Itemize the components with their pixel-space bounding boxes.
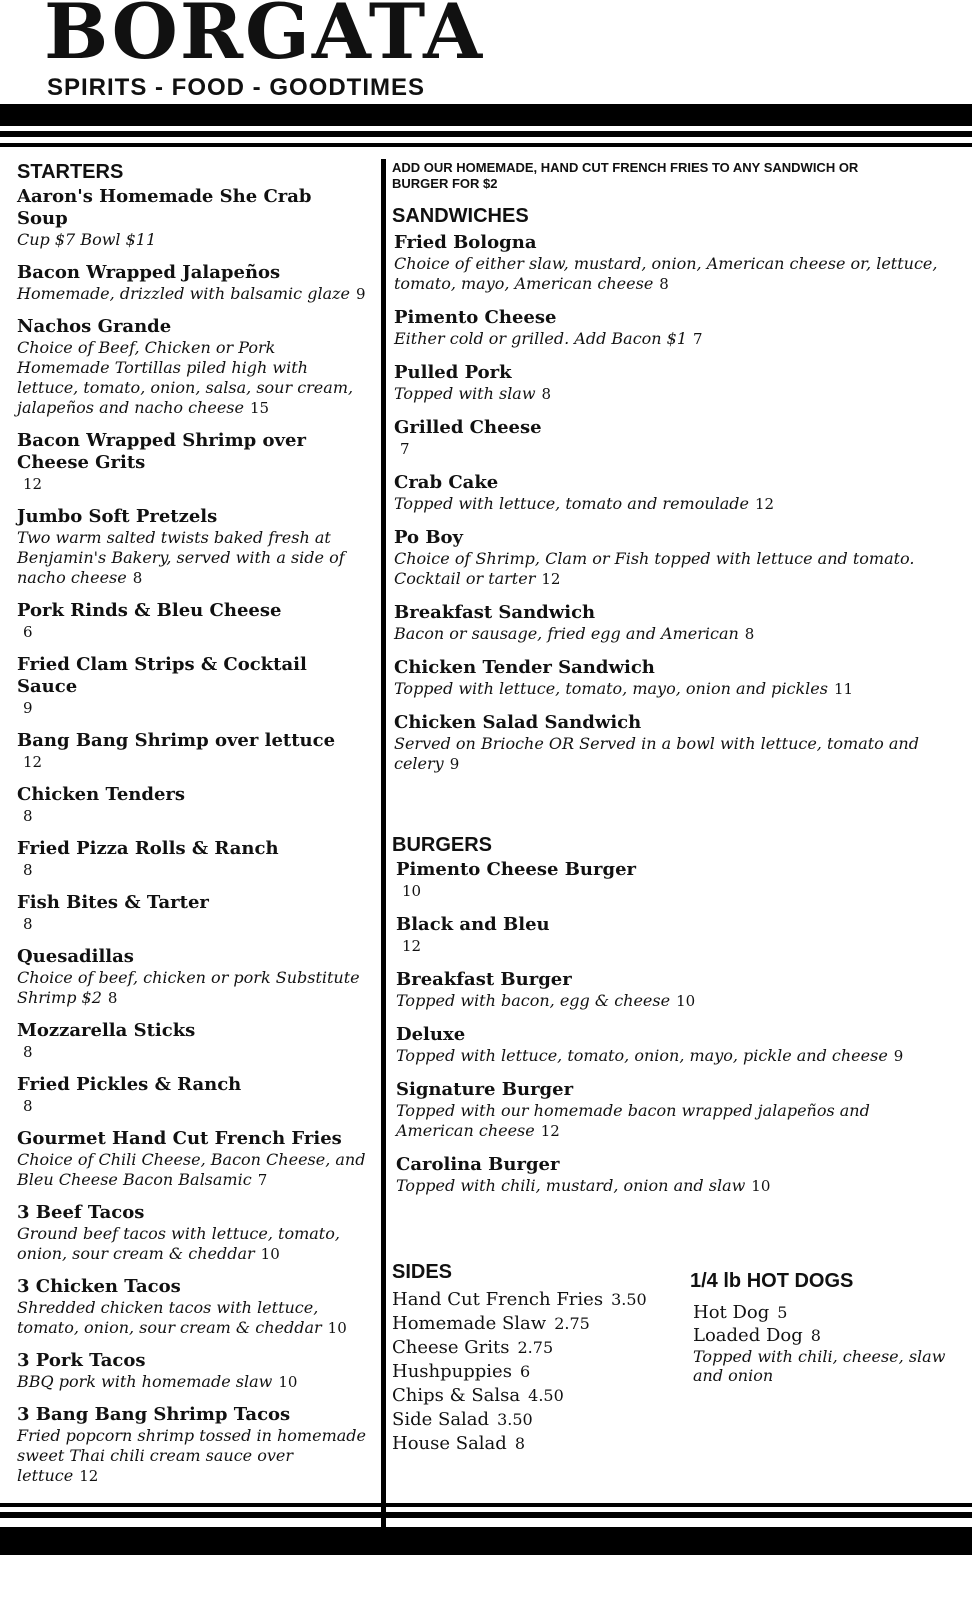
menu-item-price: 8	[659, 275, 669, 293]
menu-item	[17, 1202, 367, 1264]
menu-item-price: 8	[23, 915, 33, 933]
hotdogs-heading: 1/4 lb HOT DOGS	[690, 1270, 854, 1292]
side-item	[392, 1384, 672, 1408]
menu-item-price: 8	[541, 385, 552, 403]
menu-item-name: Chicken Tender Sandwich	[394, 657, 655, 678]
side-item-price: 8	[514, 1434, 525, 1453]
menu-item	[394, 417, 952, 459]
menu-item-desc	[17, 752, 367, 772]
menu-item-name: Mozzarella Sticks	[17, 1020, 196, 1041]
hotdog-item	[693, 1324, 950, 1347]
menu-item-desc	[394, 329, 952, 349]
menu-item-desc	[396, 881, 952, 901]
menu-item-price: 12	[23, 475, 43, 493]
sides-heading: SIDES	[392, 1261, 453, 1283]
menu-item-name: Signature Burger	[396, 1079, 574, 1100]
menu-item	[396, 914, 952, 956]
menu-item-desc-text: Topped with bacon, egg & cheese	[396, 991, 671, 1010]
menu-item-price: 12	[541, 570, 561, 588]
hotdogs-list	[690, 1301, 950, 1347]
menu-item	[17, 654, 367, 718]
menu-item-name: Chicken Tenders	[17, 784, 186, 805]
footer-rule-thick	[0, 1527, 972, 1555]
menu-item-desc	[17, 1150, 367, 1190]
menu-item-name: Breakfast Burger	[396, 969, 572, 990]
side-item-name: Cheese Grits	[392, 1337, 510, 1358]
menu-item-name: Grilled Cheese	[394, 417, 542, 438]
menu-item-name: Crab Cake	[394, 472, 499, 493]
side-item-name: House Salad	[392, 1433, 507, 1454]
menu-item	[394, 362, 952, 404]
menu-item	[396, 1079, 952, 1141]
menu-item-price: 9	[449, 755, 460, 773]
menu-item	[17, 316, 367, 418]
menu-item-price: 8	[23, 1097, 33, 1115]
menu-item-name: Bacon Wrapped Jalapeños	[17, 262, 281, 283]
hotdog-item	[693, 1301, 950, 1324]
menu-item-name: Quesadillas	[17, 946, 134, 967]
menu-item	[17, 838, 367, 880]
menu-item-name: Black and Bleu	[396, 914, 550, 935]
menu-item-price: 10	[278, 1373, 298, 1391]
menu-item-name: Gourmet Hand Cut French Fries	[17, 1128, 342, 1149]
starters-list	[17, 186, 367, 1486]
header-rule-mid	[0, 131, 972, 137]
menu-item-price: 8	[23, 1043, 33, 1061]
menu-item-desc	[394, 679, 952, 699]
burgers-list	[392, 859, 952, 1196]
menu-item-desc	[17, 1042, 367, 1062]
menu-item-name: Fried Pickles & Ranch	[17, 1074, 242, 1095]
menu-item-name: Chicken Salad Sandwich	[394, 712, 642, 733]
menu-item-price: 7	[400, 440, 410, 458]
hotdog-item-name: Hot Dog	[693, 1302, 770, 1323]
hotdog-item-price: 8	[810, 1326, 821, 1345]
menu-item-price: 8	[132, 569, 143, 587]
menu-item-desc-text: Choice of Chili Cheese, Bacon Cheese, and Bleu Cheese Bacon Balsamic	[17, 1150, 366, 1189]
menu-item-price: 8	[744, 625, 755, 643]
menu-item-price: 12	[79, 1467, 99, 1485]
side-item-name: Hand Cut French Fries	[392, 1289, 604, 1310]
menu-item-price: 8	[23, 861, 33, 879]
menu-item-price: 9	[23, 699, 33, 717]
menu-item-name: Bang Bang Shrimp over lettuce	[17, 730, 336, 751]
sandwiches-heading: SANDWICHES	[392, 205, 529, 227]
side-item	[392, 1432, 672, 1456]
menu-item	[396, 859, 952, 901]
menu-item-price: 10	[676, 992, 696, 1010]
menu-item	[17, 1276, 367, 1338]
menu-item	[396, 1024, 952, 1066]
header-rule-thick	[0, 104, 972, 126]
menu-item-desc	[17, 1096, 367, 1116]
fries-note: ADD OUR HOMEMADE, HAND CUT FRENCH FRIES TO ANY SANDWICH OR BURGER FOR $2	[392, 160, 859, 191]
side-item-price: 2.75	[554, 1314, 590, 1333]
menu-item-name: Po Boy	[394, 527, 464, 548]
menu-item	[396, 969, 952, 1011]
menu-item	[17, 1074, 367, 1116]
menu-item-desc	[394, 734, 952, 774]
menu-item-name: Pimento Cheese	[394, 307, 557, 328]
menu-item-price: 7	[257, 1171, 268, 1189]
menu-item-name: Breakfast Sandwich	[394, 602, 596, 623]
menu-item-price: 8	[23, 807, 33, 825]
side-item	[392, 1408, 672, 1432]
menu-item-name: Pimento Cheese Burger	[396, 859, 637, 880]
menu-item-desc	[17, 860, 367, 880]
menu-item-price: 10	[327, 1319, 347, 1337]
menu-item-desc	[17, 338, 367, 418]
menu-item-desc-text: Topped with our homemade bacon wrapped jalapeños and American cheese	[396, 1101, 870, 1140]
menu-item-desc-text: Topped with slaw	[394, 384, 536, 403]
menu-item-name: Fried Pizza Rolls & Ranch	[17, 838, 279, 859]
menu-item-desc-text: BBQ pork with homemade slaw	[17, 1372, 273, 1391]
menu-item-desc-text: Bacon or sausage, fried egg and American	[394, 624, 739, 643]
menu-item-name: Bacon Wrapped Shrimp over Cheese Grits	[17, 430, 306, 473]
menu-item-name: Fried Clam Strips & Cocktail Sauce	[17, 654, 307, 697]
menu-item-desc-text: Choice of Shrimp, Clam or Fish topped with lettuce and tomato. Cocktail or tarter	[394, 549, 915, 588]
menu-item	[17, 1020, 367, 1062]
menu-item-desc	[396, 936, 952, 956]
side-item-price: 6	[519, 1362, 531, 1381]
menu-item-name: Aaron's Homemade She Crab Soup	[17, 186, 312, 229]
menu-item	[394, 527, 952, 589]
menu-item	[17, 1404, 367, 1486]
menu-item	[394, 602, 952, 644]
menu-item-desc	[396, 991, 952, 1011]
side-item-price: 3.50	[497, 1410, 533, 1429]
menu-item	[17, 262, 367, 304]
sandwiches-section	[392, 160, 952, 787]
menu-item-desc	[17, 1298, 367, 1338]
menu-item-desc	[17, 806, 367, 826]
menu-item-desc	[17, 1224, 367, 1264]
menu-item-desc-text: Served on Brioche OR Served in a bowl with lettuce, tomato and celery	[394, 734, 919, 773]
menu-item	[396, 1154, 952, 1196]
menu-item-price: 9	[356, 285, 366, 303]
column-divider	[381, 159, 386, 1529]
menu-item	[17, 600, 367, 642]
footer-rule-mid	[0, 1512, 972, 1518]
menu-item-desc	[17, 1426, 367, 1486]
menu-item-price: 9	[893, 1047, 904, 1065]
menu-item	[394, 712, 952, 774]
side-item-name: Homemade Slaw	[392, 1313, 547, 1334]
sandwiches-list	[392, 232, 952, 774]
menu-item-name: Pork Rinds & Bleu Cheese	[17, 600, 282, 621]
brand-logo: BORGATA	[44, 0, 485, 76]
side-item-price: 3.50	[611, 1290, 647, 1309]
menu-item-name: Deluxe	[396, 1024, 466, 1045]
menu-item	[17, 784, 367, 826]
menu-item-desc-text: Fried popcorn shrimp tossed in homemade sweet Thai chili cream sauce over lettuce	[17, 1426, 366, 1485]
menu-item-price: 10	[402, 882, 422, 900]
sides-list	[392, 1288, 672, 1456]
menu-item-desc-text: Cup $7 Bowl $11	[17, 230, 157, 249]
starters-heading: STARTERS	[17, 161, 124, 183]
side-item	[392, 1288, 672, 1312]
menu-item	[394, 472, 952, 514]
menu-item-name: 3 Pork Tacos	[17, 1350, 146, 1371]
menu-item-name: Fried Bologna	[394, 232, 537, 253]
menu-item-price: 15	[249, 399, 270, 417]
menu-item	[17, 186, 367, 250]
menu-item-desc-text: Choice of either slaw, mustard, onion, American cheese or, lettuce, tomato, mayo, American cheese	[394, 254, 938, 293]
menu-item-price: 12	[402, 937, 422, 955]
menu-item-name: Fish Bites & Tarter	[17, 892, 209, 913]
menu-item-desc	[394, 384, 952, 404]
hotdogs-desc: Topped with chili, cheese, slaw and onion	[693, 1347, 946, 1385]
menu-item-desc	[17, 914, 367, 934]
footer-rule-thin	[0, 1503, 972, 1507]
side-item	[392, 1336, 672, 1360]
hotdog-item-name: Loaded Dog	[693, 1325, 803, 1346]
menu-item-desc	[17, 622, 367, 642]
menu-item	[394, 657, 952, 699]
menu-item	[17, 430, 367, 494]
menu-item-desc	[394, 439, 952, 459]
menu-item-price: 7	[693, 330, 703, 348]
side-item-price: 4.50	[528, 1386, 564, 1405]
header-rule-thin	[0, 143, 972, 147]
menu-item-price: 10	[260, 1245, 280, 1263]
menu-item-name: 3 Bang Bang Shrimp Tacos	[17, 1404, 291, 1425]
menu-item	[17, 1128, 367, 1190]
side-item-name: Chips & Salsa	[392, 1385, 521, 1406]
menu-item-desc-text: Choice of beef, chicken or pork Substitute Shrimp $2	[17, 968, 360, 1007]
hotdog-item-price: 5	[777, 1303, 788, 1322]
menu-item-price: 12	[540, 1122, 560, 1140]
menu-item-name: Jumbo Soft Pretzels	[17, 506, 218, 527]
menu-item	[17, 730, 367, 772]
menu-item-desc-text: Topped with chili, mustard, onion and slaw	[396, 1176, 746, 1195]
starters-section	[17, 160, 367, 1498]
menu-item-desc-text: Choice of Beef, Chicken or Pork Homemade Tortillas piled high with lettuce, tomato, onion, salsa, sour cream, jalapeños and nacho cheese	[17, 338, 354, 417]
menu-item-desc	[17, 1372, 367, 1392]
menu-item-price: 8	[107, 989, 118, 1007]
menu-item-desc	[396, 1101, 952, 1141]
burgers-heading: BURGERS	[392, 834, 493, 856]
hotdogs-section	[690, 1269, 950, 1385]
menu-item-desc	[394, 549, 952, 589]
brand-tagline: SPIRITS - FOOD - GOODTIMES	[47, 74, 426, 101]
menu-item-desc	[17, 698, 367, 718]
menu-item-desc	[394, 624, 952, 644]
menu-item-desc	[396, 1176, 952, 1196]
menu-item-desc-text: Topped with lettuce, tomato, onion, mayo, pickle and cheese	[396, 1046, 888, 1065]
menu-item-desc	[394, 494, 952, 514]
menu-item	[17, 946, 367, 1008]
menu-item	[394, 232, 952, 294]
menu-item	[17, 1350, 367, 1392]
menu-item-desc	[396, 1046, 952, 1066]
menu-item	[394, 307, 952, 349]
menu-item-desc-text: Shredded chicken tacos with lettuce, tomato, onion, sour cream & cheddar	[17, 1298, 322, 1337]
menu-item	[17, 506, 367, 588]
menu-item-name: Nachos Grande	[17, 316, 172, 337]
menu-item-desc-text: Two warm salted twists baked fresh at Benjamin's Bakery, served with a side of nacho cheese	[17, 528, 345, 587]
sides-section	[392, 1260, 672, 1456]
menu-item-desc-text: Topped with lettuce, tomato, mayo, onion and pickles	[394, 679, 828, 698]
side-item	[392, 1360, 672, 1384]
menu-item-name: 3 Beef Tacos	[17, 1202, 145, 1223]
menu-item-price: 12	[755, 495, 775, 513]
menu-item-desc	[17, 528, 367, 588]
menu-item-desc-text: Homemade, drizzled with balsamic glaze	[17, 284, 351, 303]
menu-item-desc-text: Ground beef tacos with lettuce, tomato, onion, sour cream & cheddar	[17, 1224, 340, 1263]
menu-item-name: 3 Chicken Tacos	[17, 1276, 181, 1297]
menu-item-price: 10	[751, 1177, 771, 1195]
menu-item-desc-text: Either cold or grilled. Add Bacon $1	[394, 329, 688, 348]
menu-item-name: Pulled Pork	[394, 362, 512, 383]
menu-item-price: 11	[833, 680, 854, 698]
menu-item-name: Carolina Burger	[396, 1154, 560, 1175]
menu-item-desc	[17, 284, 367, 304]
menu-item	[17, 892, 367, 934]
menu-item-desc	[17, 230, 367, 250]
side-item-name: Side Salad	[392, 1409, 490, 1430]
menu-item-desc-text: Topped with lettuce, tomato and remoulade	[394, 494, 750, 513]
menu-item-desc	[394, 254, 952, 294]
side-item-name: Hushpuppies	[392, 1361, 512, 1382]
menu-item-price: 12	[23, 753, 43, 771]
burgers-section	[392, 833, 952, 1209]
menu-item-desc	[17, 968, 367, 1008]
side-item-price: 2.75	[517, 1338, 554, 1357]
side-item	[392, 1312, 672, 1336]
menu-item-price: 6	[23, 623, 33, 641]
menu-item-desc	[17, 474, 367, 494]
